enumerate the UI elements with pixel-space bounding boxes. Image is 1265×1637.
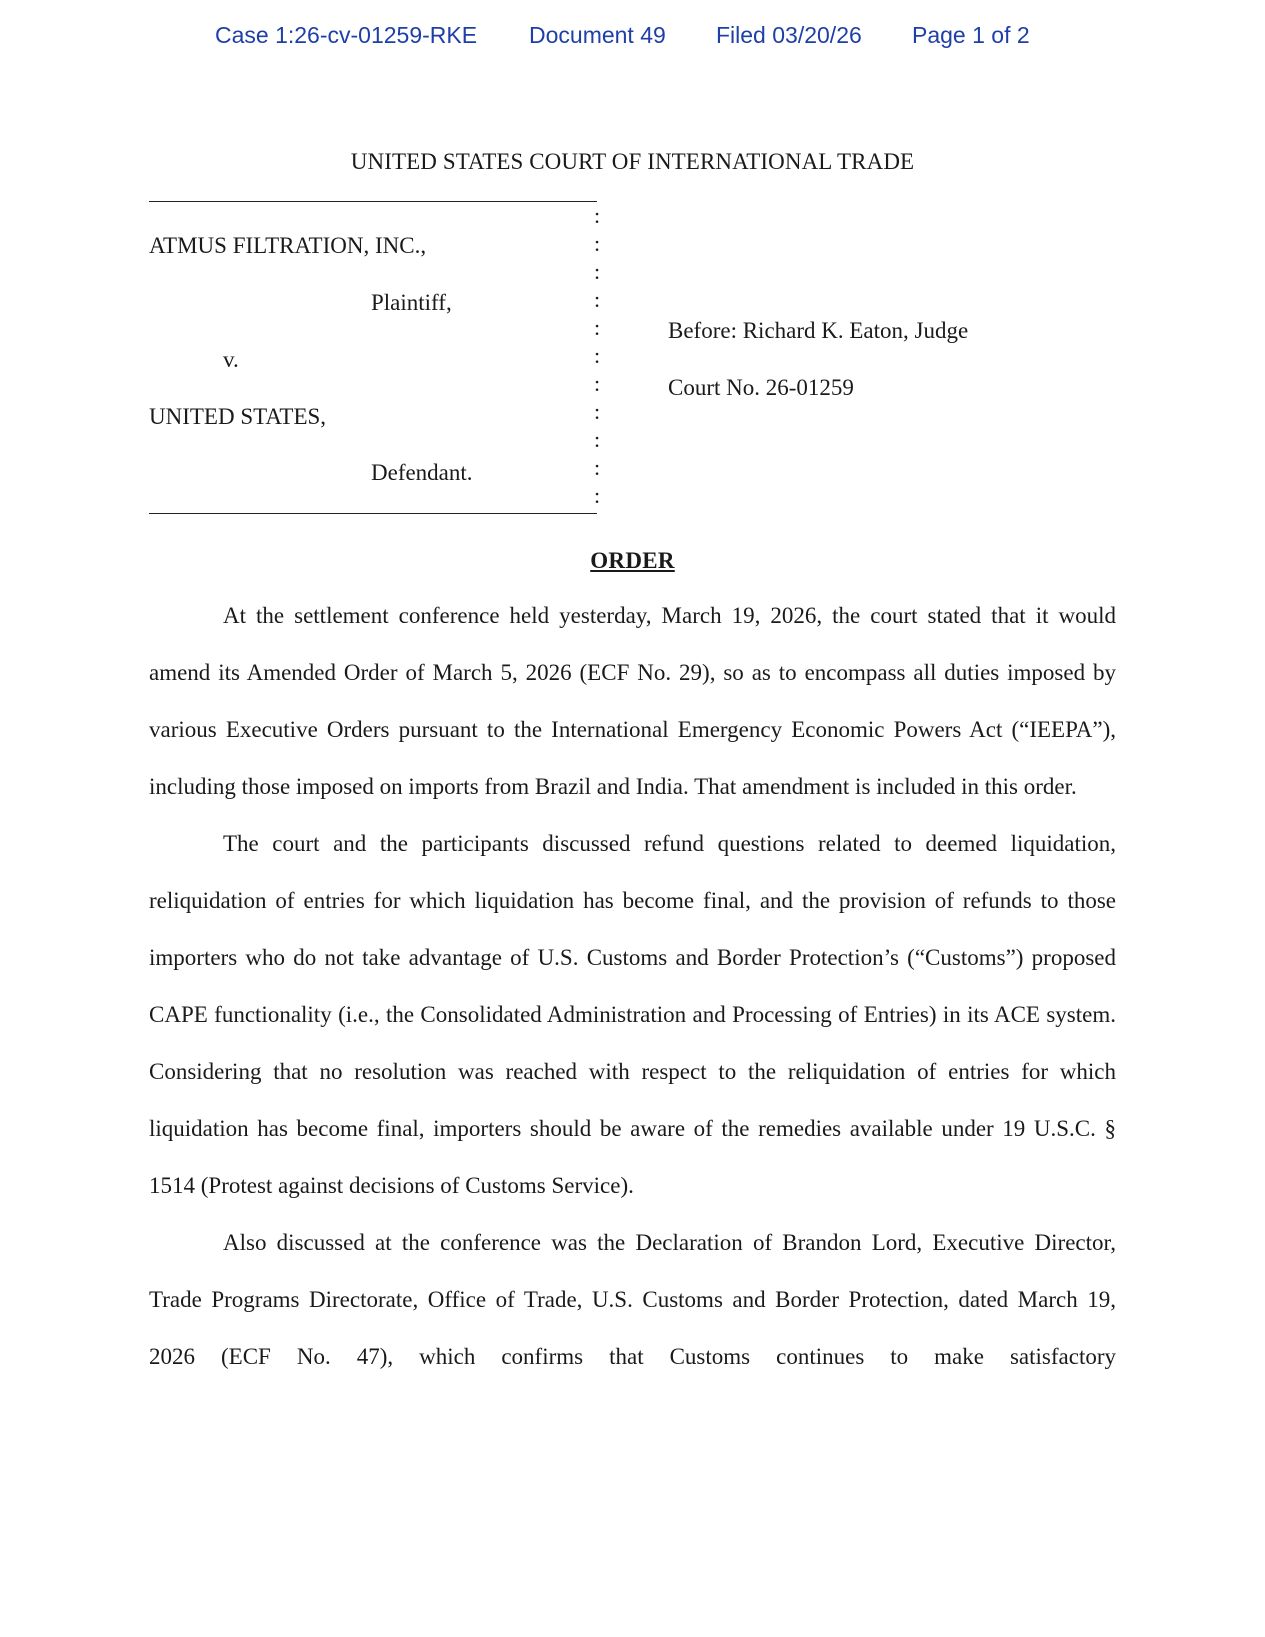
caption-top-rule <box>149 201 597 202</box>
defendant-label: Defendant. <box>371 460 473 485</box>
filed-date: Filed 03/20/26 <box>716 22 862 48</box>
court-name: UNITED STATES COURT OF INTERNATIONAL TRADE <box>350 149 915 174</box>
order-title: ORDER <box>590 548 675 573</box>
caption-bottom-rule <box>149 513 597 514</box>
presiding-judge: Before: Richard K. Eaton, Judge <box>668 318 969 343</box>
versus: v. <box>223 347 239 372</box>
defendant-name: UNITED STATES, <box>149 404 327 429</box>
case-number: Case 1:26-cv-01259-RKE <box>215 22 478 48</box>
paragraph: Also discussed at the conference was the Declaration of Brandon Lord, Executive Director, Trade Programs Directorate, Office of Trade, U.S. Customs and Border Protection, dated March 19, 2026 (ECF No. 47), which confirms that Customs continues to make satisfactory <box>149 1230 1116 1369</box>
order-body <box>149 587 1116 1385</box>
ecf-filing-header <box>0 22 1265 52</box>
paragraph: At the settlement conference held yesterday, March 19, 2026, the court stated that it would amend its Amended Order of March 5, 2026 (ECF No. 29), so as to encompass all duties imposed by various Executive Orders pursuant to the International Emergency Economic Powers Act (“IEEPA”), including those imposed on imports from Brazil and India. That amendment is included in this order. <box>149 603 1116 799</box>
court-number: Court No. 26-01259 <box>668 375 854 400</box>
plaintiff-label: Plaintiff, <box>371 290 452 315</box>
document-number: Document 49 <box>529 22 666 48</box>
page-indicator: Page 1 of 2 <box>912 22 1030 48</box>
paragraph: The court and the participants discussed refund questions related to deemed liquidation, reliquidation of entries for which liquidation has become final, and the provision of refunds to those importers who do not take advantage of U.S. Customs and Border Protection’s (“Customs”) proposed CAPE functionality (i.e., the Consolidated Administration and Processing of Entries) in its ACE system. Considering that no resolution was reached with respect to the reliquidation of entries for which liquidation has become final, importers should be aware of the remedies available under 19 U.S.C. § 1514 (Protest against decisions of Customs Service). <box>149 831 1116 1198</box>
plaintiff-name: ATMUS FILTRATION, INC., <box>149 233 427 258</box>
